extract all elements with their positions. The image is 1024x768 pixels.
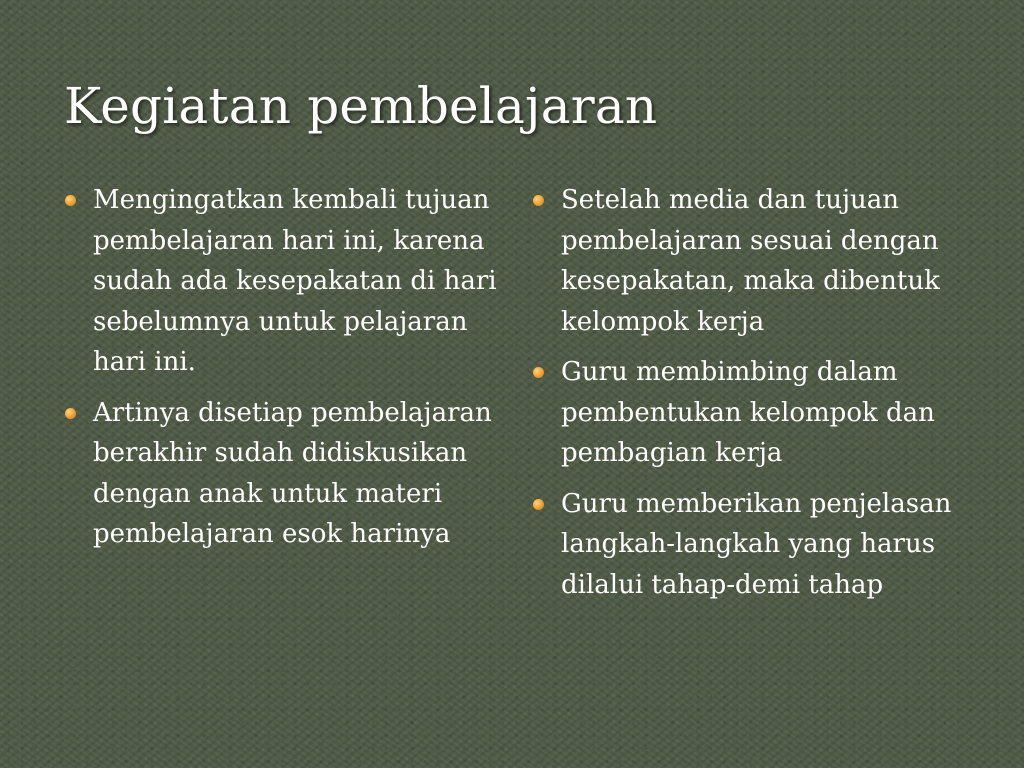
right-bullet-list xyxy=(530,180,990,615)
bullet-dot-icon xyxy=(65,408,76,419)
bullet-item xyxy=(62,393,502,555)
bullet-dot-icon xyxy=(533,499,544,510)
bullet-item xyxy=(530,484,990,606)
bullet-text: Guru memberikan penjelasan langkah-langkah yang harus dilalui tahap-demi tahap xyxy=(561,488,952,600)
bullet-text: Artinya disetiap pembelajaran berakhir sudah didiskusikan dengan anak untuk materi pembelajaran esok harinya xyxy=(93,397,492,549)
slide-title: Kegiatan pembelajaran xyxy=(64,77,658,135)
left-bullet-list xyxy=(62,180,502,565)
bullet-text: Guru membimbing dalam pembentukan kelompok dan pembagian kerja xyxy=(561,357,935,468)
bullet-dot-icon xyxy=(533,195,544,206)
bullet-item xyxy=(62,180,502,383)
bullet-dot-icon xyxy=(65,195,76,206)
bullet-text: Mengingatkan kembali tujuan pembelajaran hari ini, karena sudah ada kesepakatan di hari sebelumnya untuk pelajaran hari ini. xyxy=(93,185,497,377)
bullet-item xyxy=(530,352,990,474)
bullet-dot-icon xyxy=(533,367,544,378)
bullet-text: Setelah media dan tujuan pembelajaran sesuai dengan kesepakatan, maka dibentuk kelompok kerja xyxy=(561,185,940,337)
bullet-item xyxy=(530,180,990,342)
